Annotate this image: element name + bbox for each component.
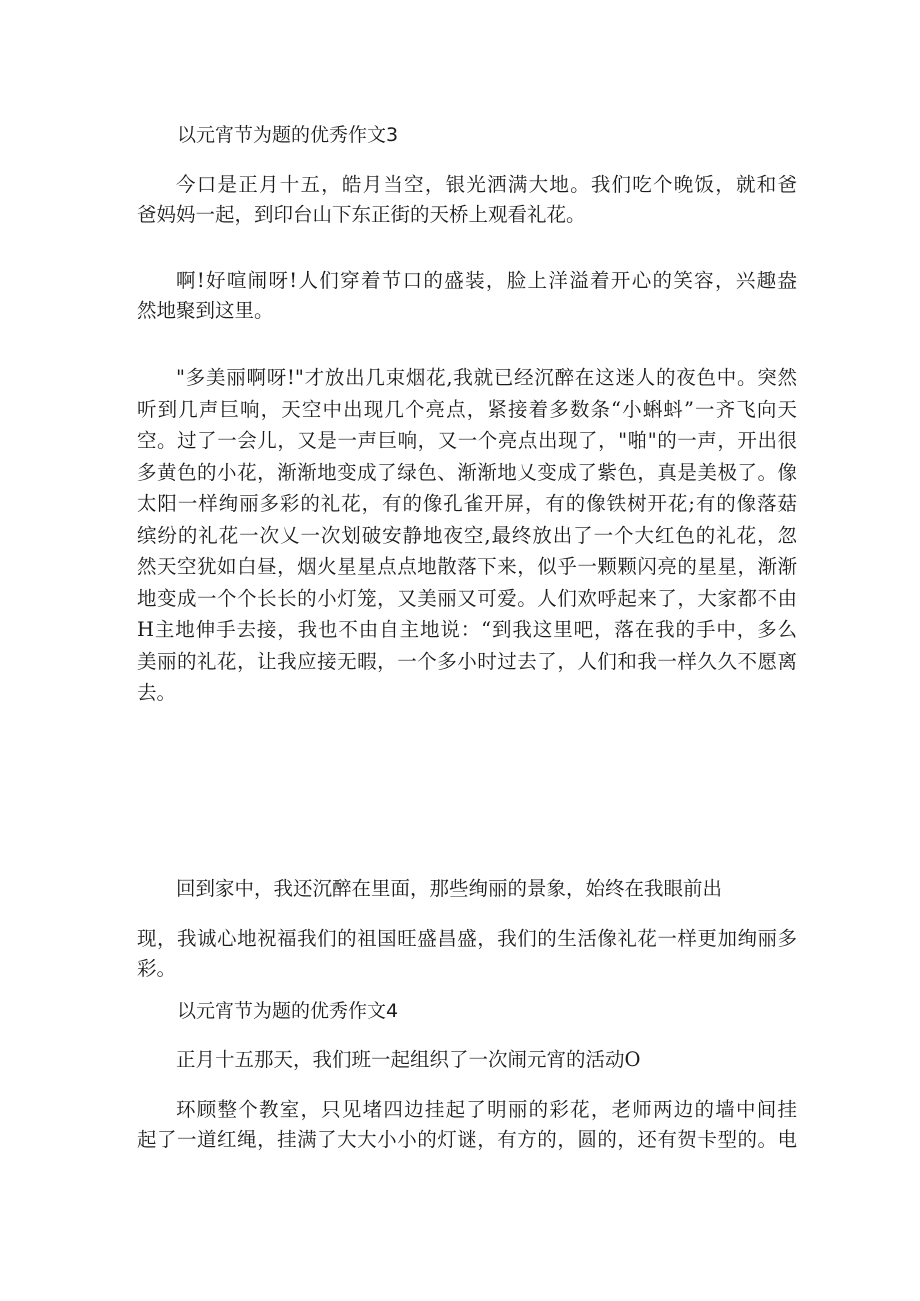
text-line: 缤纷的礼花一次乂一次划破安静地夜空,最终放出了一个大红色的礼花，忽 <box>137 523 797 547</box>
text-line: 起了一道红绳，挂满了大大小小的灯谜，有方的，圆的，还有贺卡型的。电 <box>137 1128 797 1151</box>
section-3-paragraph-2 <box>137 266 797 326</box>
text-line: 然地聚到这里。 <box>137 299 274 322</box>
section-4-heading: 以元宵节为题的优秀作文4 <box>177 1000 399 1022</box>
text-line: 回到家中，我还沉醉在里面，那些绚丽的景象，始终在我眼前出 <box>176 877 723 900</box>
text-line: 现，我诚心地祝福我们的祖国旺盛昌盛，我们的生活像礼花一样更加绚丽多 <box>137 927 797 950</box>
text-line: 多黄色的小花，渐渐地变成了绿色、渐渐地乂变成了紫色，真是美极了。像 <box>137 460 797 484</box>
section-4-paragraph-1 <box>137 1045 797 1075</box>
text-line: 空。过了一会儿，又是一声巨响，又一个亮点出现了，"啪"的一声，开出很 <box>137 429 797 452</box>
section-3-paragraph-3 <box>137 363 797 710</box>
text-line: 太阳一样绚丽多彩的礼花，有的像孔雀开屏，有的像铁树开花;有的像落菇 <box>137 492 797 515</box>
text-line: 啊!好喧闹呀!人们穿着节口的盛装，脸上洋溢着开心的笑容，兴趣盎 <box>176 269 797 292</box>
text-line: 地变成一个个长长的小灯笼，又美丽又可爱。人们欢呼起来了，大家都不由 <box>137 586 797 610</box>
section-3-heading: 以元宵节为题的优秀作文3 <box>177 124 399 146</box>
text-line: 今口是正月十五，皓月当空，银光洒满大地。我们吃个晚饭，就和爸 <box>176 173 797 196</box>
text-line: "多美丽啊呀!"才放出几束烟花,我就已经沉醉在这迷人的夜色中。突然 <box>176 366 797 389</box>
section-3-paragraph-1 <box>137 170 797 230</box>
text-line: 正月十五那天，我们班一起组织了一次闹元宵的活动O <box>176 1048 641 1071</box>
text-line: 美丽的礼花，让我应接无暇，一个多小时过去了，人们和我一样久久不愿离 <box>137 649 797 673</box>
text-line: H主地伸手去接，我也不由自主地说：“到我这里吧，落在我的手中，多么 <box>137 618 797 641</box>
text-line: 彩。 <box>137 957 177 980</box>
text-line: 去。 <box>137 681 177 704</box>
section-4-paragraph-2 <box>137 1095 797 1155</box>
text-line: 爸妈妈一起，到印台山下东正街的天桥上观看礼花。 <box>137 203 586 226</box>
text-line: 听到几声巨响，天空中出现几个亮点，紧接着多数条“小蝌蚪”一齐飞向天 <box>137 397 797 421</box>
text-line: 环顾整个教室，只见堵四边挂起了明丽的彩花，老师两边的墙中间挂 <box>176 1098 797 1121</box>
text-line: 然天空犹如白昼，烟火星星点点地散落下来，似乎一颗颗闪亮的星星，渐渐 <box>137 555 797 578</box>
section-3-paragraph-4 <box>137 874 797 984</box>
